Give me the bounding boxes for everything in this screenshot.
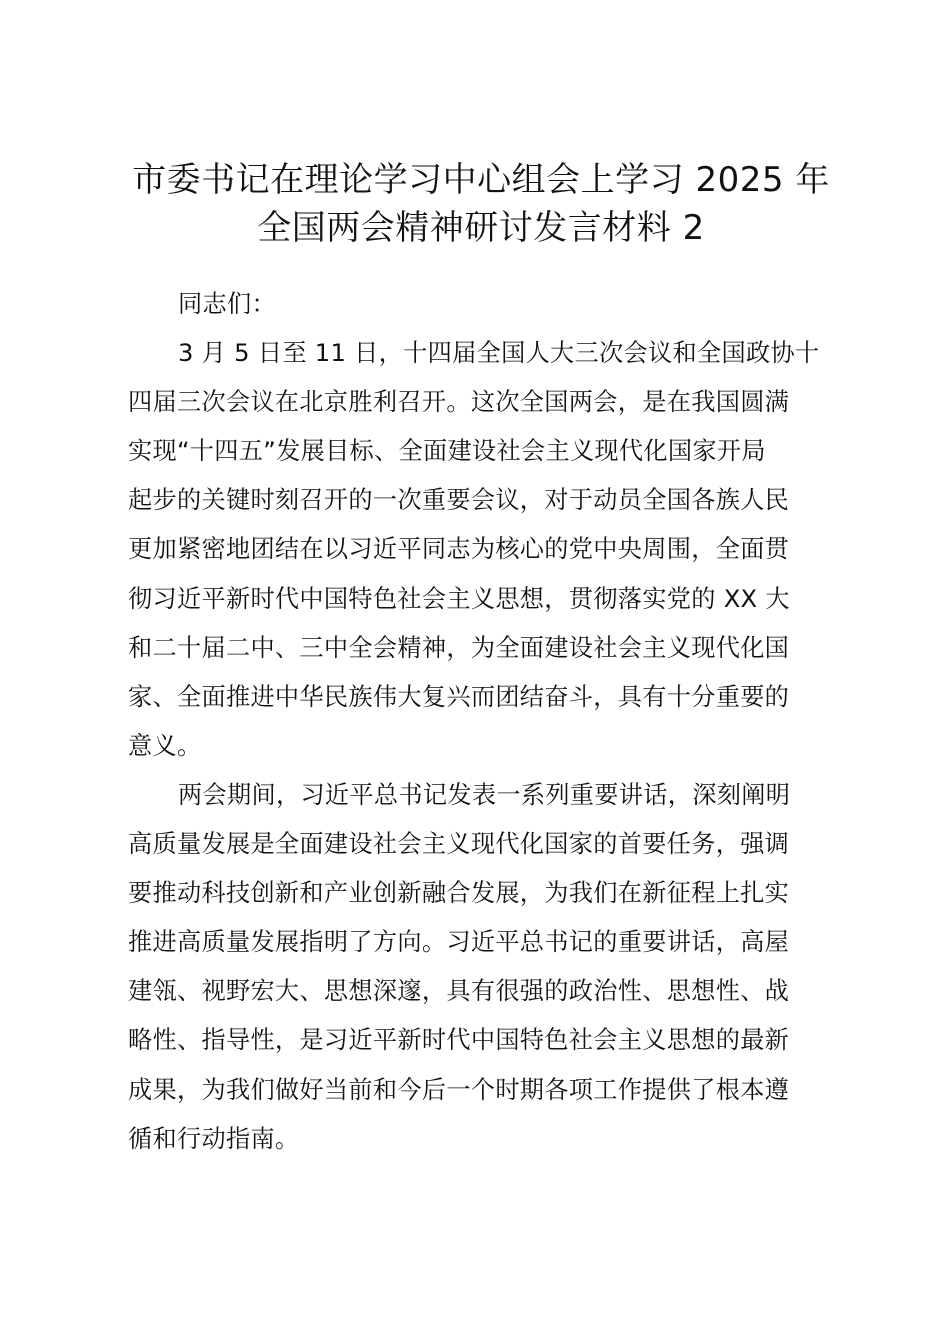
paragraph-line: 家、全面推进中华民族伟大复兴而团结奋斗，具有十分重要的 bbox=[128, 682, 790, 711]
paragraph-line: 推进高质量发展指明了方向。习近平总书记的重要讲话，高屋 bbox=[128, 928, 790, 957]
paragraph-line: 建瓴、视野宏大、思想深邃，具有很强的政治性、思想性、战 bbox=[128, 977, 790, 1006]
paragraph-line: 略性、指导性，是习近平新时代中国特色社会主义思想的最新 bbox=[128, 1026, 790, 1055]
title-line-2: 全国两会精神研讨发言材料 2 bbox=[257, 208, 705, 248]
paragraph-line: 要推动科技创新和产业创新融合发展，为我们在新征程上扎实 bbox=[128, 879, 790, 908]
title-line-1: 市委书记在理论学习中心组会上学习 2025 年 bbox=[132, 160, 830, 200]
paragraph-line: 起步的关键时刻召开的一次重要会议，对于动员全国各族人民 bbox=[128, 486, 790, 515]
paragraph-1 bbox=[128, 329, 834, 771]
paragraph-line: 更加紧密地团结在以习近平同志为核心的党中央周围，全面贯 bbox=[128, 535, 790, 564]
paragraph-line: 高质量发展是全面建设社会主义现代化国家的首要任务，强调 bbox=[128, 830, 790, 859]
paragraph-line: 四届三次会议在北京胜利召开。这次全国两会，是在我国圆满 bbox=[128, 388, 790, 417]
paragraph-line: 循和行动指南。 bbox=[128, 1124, 300, 1153]
paragraph-line: 实现“十四五”发展目标、全面建设社会主义现代化国家开局 bbox=[128, 437, 766, 466]
paragraph-line: 彻习近平新时代中国特色社会主义思想，贯彻落实党的 XX 大 bbox=[128, 584, 790, 613]
paragraph-line: 3 月 5 日至 11 日，十四届全国人大三次会议和全国政协十 bbox=[178, 339, 820, 368]
document-body bbox=[128, 280, 834, 1164]
document-title bbox=[128, 156, 834, 252]
paragraph-line: 成果，为我们做好当前和今后一个时期各项工作提供了根本遵 bbox=[128, 1075, 790, 1104]
paragraph-line: 意义。 bbox=[128, 731, 202, 760]
salutation: 同志们： bbox=[178, 290, 276, 318]
paragraph-2 bbox=[128, 771, 834, 1164]
paragraph-line: 和二十届二中、三中全会精神，为全面建设社会主义现代化国 bbox=[128, 633, 790, 662]
paragraph-line: 两会期间，习近平总书记发表一系列重要讲话，深刻阐明 bbox=[178, 780, 791, 809]
